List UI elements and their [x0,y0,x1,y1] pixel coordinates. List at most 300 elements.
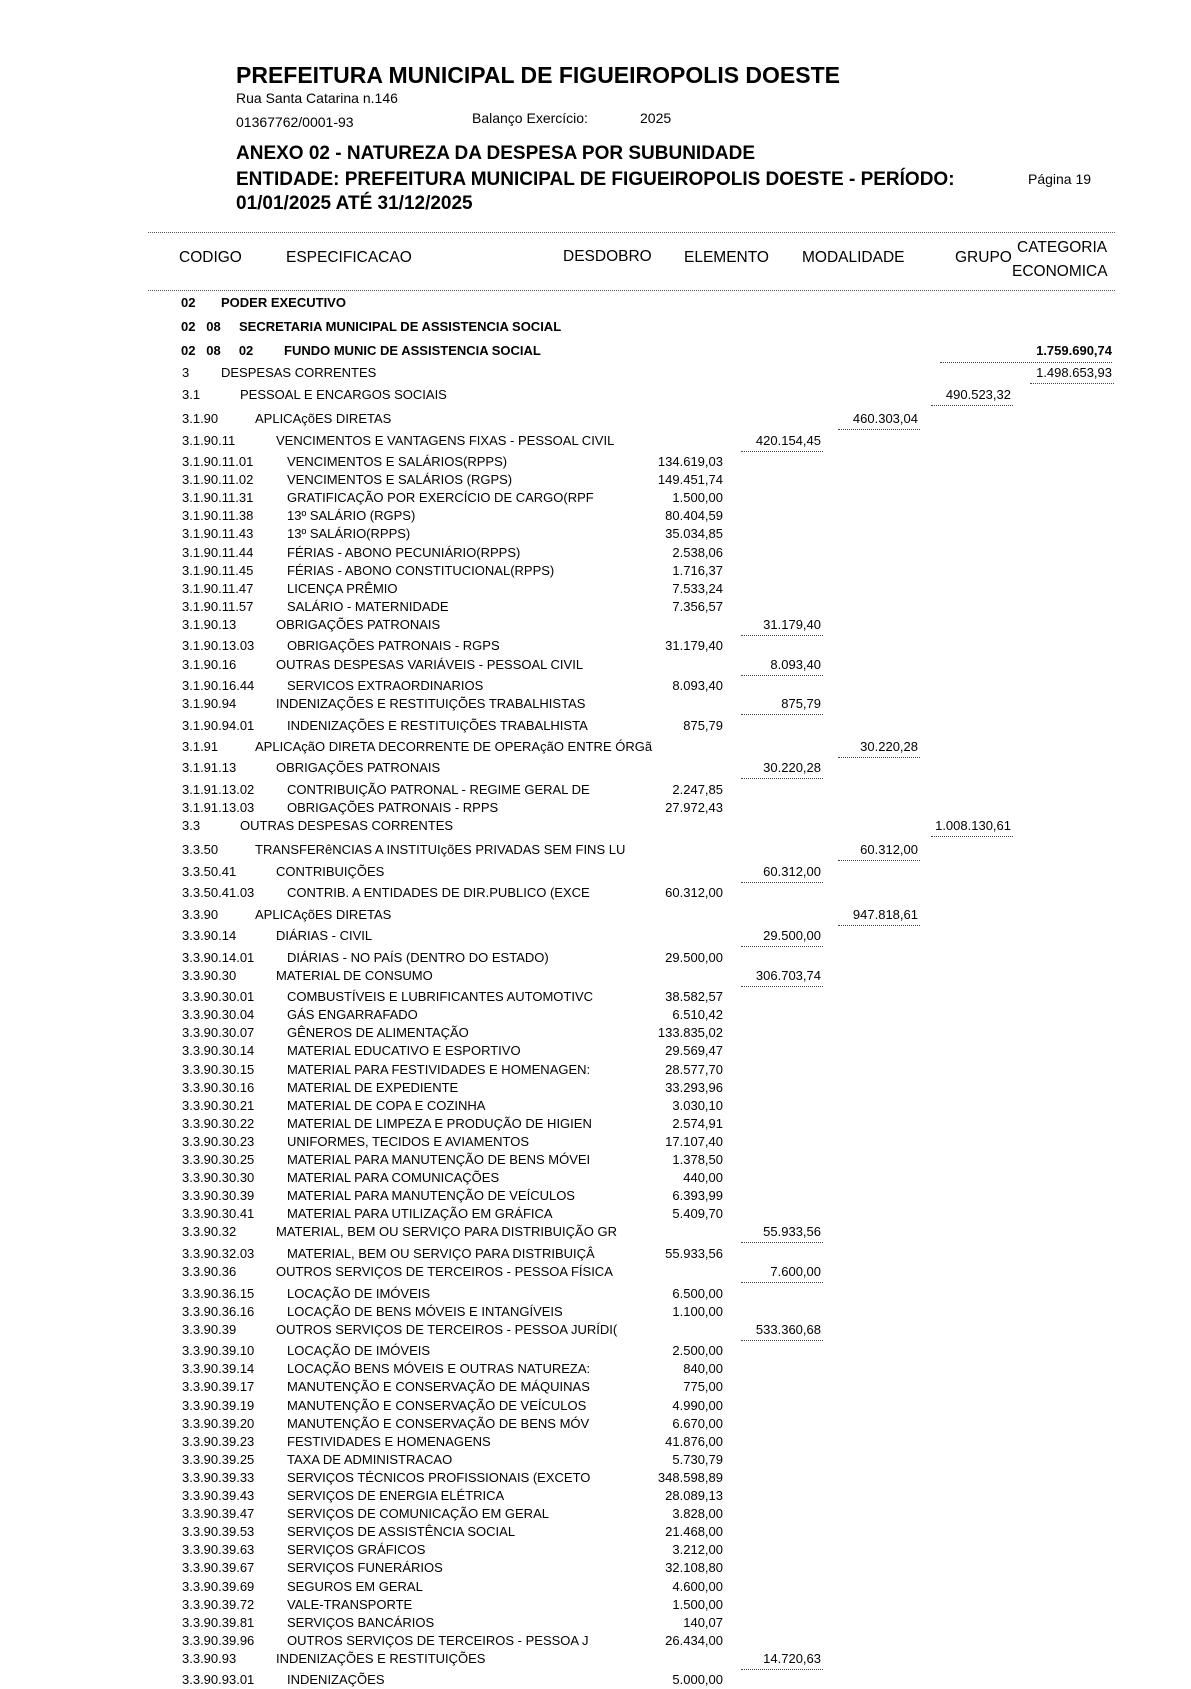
table-row [0,453,1191,471]
row-label: MATERIAL, BEM OU SERVIÇO PARA DISTRIBUIÇÂ [287,1245,595,1261]
row-value-desdobro: 80.404,59 [665,508,723,524]
table-row [0,759,1191,777]
row-code: 3.1.90.94 [182,696,237,712]
row-label: OBRIGAÇÕES PATRONAIS - RGPS [287,638,500,654]
table-row [0,967,1191,985]
row-value-desdobro: 3.212,00 [672,1542,723,1558]
row-code: 3.3.90.30.25 [182,1152,255,1167]
row-code: 3 [182,365,190,380]
subtotal-line [741,1340,823,1341]
table-row [0,1541,1191,1559]
subtotal-line [838,429,920,430]
table-row [0,695,1191,713]
unit-code-1: 02 [181,295,196,310]
table-row [0,432,1191,450]
row-code: 3.3.90 [182,906,219,922]
row-code: 3.1.90.13 [182,616,237,632]
row-value-desdobro: 134.619,03 [657,454,723,469]
table-row [0,1342,1191,1360]
subtotal-line [741,1669,823,1670]
row-label: INDENIZAÇÕES E RESTITUIÇÕES TRABALHISTA [287,717,588,733]
row-label: LOCAÇÃO DE IMÓVEIS [287,1343,431,1359]
row-value-desdobro: 440,00 [683,1170,723,1186]
table-row [0,906,1191,924]
row-value-desdobro: 133.835,02 [657,1025,723,1041]
row-value-modalidade: 60.312,00 [860,842,918,858]
row-code: 3.3.90.39.33 [182,1469,255,1485]
row-value-grupo: 1.008.130,61 [935,817,1011,833]
row-label: VENCIMENTOS E SALÁRIOS (RGPS) [287,472,513,488]
subtotal-line [838,860,920,861]
row-label: FESTIVIDADES E HOMENAGENS [287,1433,491,1449]
table-row [0,525,1191,543]
row-code: 3.1.90.11.44 [182,544,254,560]
row-label: APLICAçãO DIRETA DECORRENTE DE OPERAçãO ENTRE ÓRGã [255,738,653,754]
row-code: 3.3.90.30.39 [182,1188,255,1204]
row-code: 3.1.91.13 [182,760,237,776]
row-value-grupo: 490.523,32 [945,386,1011,402]
row-value-desdobro: 840,00 [683,1361,723,1377]
balanco-label: Balanço Exercício: [472,110,588,126]
row-label: GRATIFICAÇÃO POR EXERCÍCIO DE CARGO(RPF [287,490,594,506]
row-label: SERVIÇOS GRÁFICOS [287,1542,426,1558]
row-value-desdobro: 3.828,00 [672,1506,723,1522]
row-value-desdobro: 2.500,00 [672,1343,723,1359]
subtotal-line [931,405,1013,406]
row-value-desdobro: 41.876,00 [665,1433,723,1449]
table-row [0,489,1191,507]
table-row [0,1671,1191,1689]
table-row [0,1578,1191,1596]
row-value-desdobro: 2.574,91 [672,1115,723,1131]
row-value-desdobro: 7.533,24 [672,580,723,596]
row-code: 3.1.90.94.01 [182,717,255,733]
row-value-desdobro: 5.730,79 [672,1451,723,1467]
row-code: 3.3.90.39.20 [182,1415,255,1431]
row-label: PESSOAL E ENCARGOS SOCIAIS [240,386,447,402]
row-label: MANUTENÇÃO E CONSERVAÇÃO DE VEÍCULOS [287,1397,587,1413]
row-label: OUTROS SERVIÇOS DE TERCEIROS - PESSOA J [287,1632,589,1648]
row-value-desdobro: 5.409,70 [672,1206,723,1222]
row-code: 3.3.90.39.17 [182,1379,255,1395]
row-code: 3.3.90.39.69 [182,1578,255,1594]
table-row [0,1133,1191,1151]
row-code: 3.3.90.30.15 [182,1061,255,1077]
subtotal-line [741,946,823,947]
row-label: OUTROS SERVIÇOS DE TERCEIROS - PESSOA FÍSICA [276,1264,613,1279]
row-label: MATERIAL PARA MANUTENÇÃO DE VEÍCULOS [287,1188,575,1204]
table-row [0,1151,1191,1169]
row-code: 3.1.90.16.44 [182,678,255,693]
col-elemento: ELEMENTO [684,249,769,266]
table-row [0,386,1191,404]
row-label: LOCAÇÃO BENS MÓVEIS E OUTRAS NATUREZA: [287,1361,591,1377]
row-value-desdobro: 6.510,42 [672,1007,723,1023]
report-title: PREFEITURA MUNICIPAL DE FIGUEIROPOLIS DOESTE [236,62,841,88]
unit-label-1: PODER EXECUTIVO [221,295,346,310]
row-code: 3.3.90.93 [182,1650,237,1666]
row-code: 3.3.90.30.30 [182,1170,255,1186]
row-code: 3.3.90.30 [182,967,237,983]
row-code: 3.1.91.13.03 [182,799,255,815]
table-row [0,1378,1191,1396]
row-code: 3.3.90.93.01 [182,1672,255,1688]
row-value-desdobro: 27.972,43 [665,799,723,815]
table-row [0,717,1191,735]
row-value-desdobro: 149.451,74 [657,472,723,488]
row-label: SERVIÇOS TÉCNICOS PROFISSIONAIS (EXCETO [287,1469,591,1485]
table-row [0,471,1191,489]
table-row [0,1097,1191,1115]
table-row [0,841,1191,859]
row-code: 3.1.91 [182,738,219,754]
row-value-elemento: 420.154,45 [755,432,821,448]
unit-label-3: FUNDO MUNIC DE ASSISTENCIA SOCIAL [284,343,541,358]
table-row [0,1632,1191,1650]
row-code: 3.3.90.36.15 [182,1285,255,1301]
row-value-desdobro: 29.500,00 [665,949,723,965]
row-label: TRANSFERêNCIAS A INSTITUIçõES PRIVADAS SEM FINS LU [255,842,626,858]
table-row [0,507,1191,525]
table-row [0,544,1191,562]
row-label: LOCAÇÃO DE IMÓVEIS [287,1285,431,1301]
row-value-elemento: 7.600,00 [770,1264,821,1279]
row-label: OBRIGAÇÕES PATRONAIS - RPPS [287,799,499,815]
row-value-desdobro: 28.577,70 [665,1061,723,1077]
row-code: 3.3.90.14.01 [182,949,255,965]
row-code: 3.1.90.11 [182,432,236,448]
row-value-desdobro: 38.582,57 [665,989,723,1005]
row-code: 3.3.90.30.01 [182,989,255,1005]
table-row [0,1024,1191,1042]
row-code: 3.1.91.13.02 [182,781,255,797]
row-label: MANUTENÇÃO E CONSERVAÇÃO DE BENS MÓV [287,1415,590,1431]
row-code: 3.3.90.39.43 [182,1488,255,1503]
row-code: 3.3.90.30.22 [182,1115,255,1131]
row-label: CONTRIBUIÇÕES [276,863,385,879]
row-value-desdobro: 140,07 [683,1614,723,1630]
col-especificacao: ESPECIFICACAO [286,249,412,266]
subtotal-line [741,986,823,987]
table-row [0,1042,1191,1060]
row-code: 3.3.90.14 [182,928,237,943]
table-row [0,988,1191,1006]
row-value-elemento: 55.933,56 [763,1224,821,1240]
table-row [0,1614,1191,1632]
table-row [0,817,1191,835]
row-label: SERVIÇOS DE ASSISTÊNCIA SOCIAL [287,1524,516,1540]
row-code: 3.1.90.11.45 [182,562,254,578]
row-code: 3.3.90.39.67 [182,1560,255,1576]
header-divider [148,232,1115,233]
row-value-desdobro: 33.293,96 [665,1079,723,1095]
row-code: 3.3.90.30.16 [182,1079,255,1095]
col-categoria: CATEGORIA [1017,239,1108,256]
balanco-year: 2025 [640,110,672,126]
table-row [0,598,1191,616]
table-row [0,1360,1191,1378]
row-label: MATERIAL DE CONSUMO [276,967,433,983]
row-code: 3.3.90.39.72 [182,1596,255,1612]
col-grupo: GRUPO [955,249,1012,266]
row-label: UNIFORMES, TECIDOS E AVIAMENTOS [287,1133,529,1149]
row-value-desdobro: 29.569,47 [665,1043,723,1059]
col-desdobro: DESDOBRO [563,248,652,265]
table-row [0,364,1191,382]
row-value-desdobro: 6.670,00 [672,1415,723,1431]
row-label: OBRIGAÇÕES PATRONAIS [276,760,441,776]
table-row [0,1245,1191,1263]
row-value-desdobro: 1.500,00 [672,1596,723,1612]
row-label: LOCAÇÃO DE BENS MÓVEIS E INTANGÍVEIS [287,1303,563,1319]
table-row [0,1451,1191,1469]
row-value-desdobro: 1.716,37 [672,562,723,578]
row-value-desdobro: 1.500,00 [672,490,723,506]
row-code: 3.3.50.41.03 [182,885,255,901]
row-value-desdobro: 348.598,89 [657,1469,723,1485]
row-value-elemento: 30.220,28 [763,760,821,776]
row-label: OUTRAS DESPESAS VARIÁVEIS - PESSOAL CIVIL [276,656,584,672]
row-label: SEGUROS EM GERAL [287,1578,423,1594]
row-code: 3.3.90.39.14 [182,1361,255,1377]
row-label: APLICAçõES DIRETAS [255,411,392,426]
row-value-desdobro: 32.108,80 [665,1560,723,1576]
table-row [0,949,1191,967]
row-code: 3.3.90.30.07 [182,1025,255,1041]
unit-label-2: SECRETARIA MUNICIPAL DE ASSISTENCIA SOCIAL [239,319,562,334]
entity-line-2: 01/01/2025 ATÉ 31/12/2025 [236,193,473,214]
row-code: 3.3.90.30.04 [182,1007,255,1023]
row-value-desdobro: 7.356,57 [672,598,723,614]
row-value-desdobro: 31.179,40 [665,638,723,654]
row-label: GÊNEROS DE ALIMENTAÇÃO [287,1025,469,1041]
table-row [0,1187,1191,1205]
cnpj: 01367762/0001-93 [236,114,354,130]
col-codigo: CODIGO [179,249,242,266]
row-value-desdobro: 26.434,00 [665,1632,723,1648]
subtotal-line [741,778,823,779]
table-row [0,863,1191,881]
unit-total: 1.759.690,74 [1036,343,1112,358]
row-code: 3.1.90.13.03 [182,638,255,654]
row-label: MATERIAL EDUCATIVO E ESPORTIVO [287,1043,521,1059]
row-value-desdobro: 4.600,00 [672,1578,723,1594]
row-code: 3.1.90.11.57 [182,598,254,614]
row-code: 3.3.90.39.23 [182,1433,255,1449]
entity-line-1: ENTIDADE: PREFEITURA MUNICIPAL DE FIGUEIROPOLIS DOESTE - PERÍODO: [236,169,955,190]
row-code: 3.3.90.32 [182,1224,237,1240]
row-code: 3.1.90.11.38 [182,508,254,524]
table-row [0,1061,1191,1079]
row-value-desdobro: 875,79 [683,717,723,733]
row-value-desdobro: 6.393,99 [672,1188,723,1204]
row-code: 3.3.90.39.96 [182,1632,255,1648]
row-code: 3.3.90.30.21 [182,1097,255,1113]
unit-code-2-text: 02 08 [181,319,221,334]
table-row [0,1397,1191,1415]
row-value-desdobro: 5.000,00 [672,1672,723,1688]
table-row [0,1505,1191,1523]
table-row [0,1303,1191,1321]
row-label: SERVIÇOS DE ENERGIA ELÉTRICA [287,1488,505,1503]
table-row [0,781,1191,799]
row-code: 3.3.50.41 [182,863,237,879]
table-row [0,410,1191,428]
row-value-modalidade: 30.220,28 [860,738,918,754]
table-row [0,616,1191,634]
row-value-desdobro: 28.089,13 [665,1488,723,1503]
row-code: 3.3.90.39.25 [182,1451,255,1467]
table-row [0,1596,1191,1614]
table-row [0,1487,1191,1505]
row-value-categoria: 1.498.653,93 [1036,365,1112,380]
row-value-elemento: 29.500,00 [763,928,821,943]
row-label: CONTRIBUIÇÃO PATRONAL - REGIME GERAL DE [287,781,590,797]
table-row [0,1650,1191,1668]
row-value-elemento: 14.720,63 [763,1650,821,1666]
row-label: SERVICOS EXTRAORDINARIOS [287,678,484,693]
row-code: 3.3.90.39.81 [182,1614,255,1630]
row-value-elemento: 60.312,00 [763,863,821,879]
row-code: 3.1.90.11.31 [182,490,254,506]
row-code: 3.1.90.11.47 [182,580,254,596]
row-value-elemento: 306.703,74 [755,967,821,983]
columns-divider [148,290,1115,291]
row-code: 3.3.90.30.41 [182,1206,255,1222]
row-value-desdobro: 3.030,10 [672,1097,723,1113]
row-label: MATERIAL, BEM OU SERVIÇO PARA DISTRIBUIÇÃO GR [276,1224,617,1240]
row-label: SERVIÇOS DE COMUNICAÇÃO EM GERAL [287,1506,549,1522]
row-code: 3.3.90.39.53 [182,1524,255,1540]
row-code: 3.3.90.30.23 [182,1133,255,1149]
row-label: VENCIMENTOS E SALÁRIOS(RPPS) [287,454,508,469]
row-label: INDENIZAÇÕES E RESTITUIÇÕES [276,1650,486,1666]
row-label: DIÁRIAS - CIVIL [276,928,373,943]
row-label: OBRIGAÇÕES PATRONAIS [276,616,441,632]
row-code: 3.1.90.11.43 [182,526,254,542]
table-row [0,1263,1191,1281]
table-row [0,1321,1191,1339]
subtotal-line [741,1282,823,1283]
page-number: Página 19 [1028,171,1092,187]
row-label: TAXA DE ADMINISTRACAO [287,1451,453,1467]
row-label: SERVIÇOS FUNERÁRIOS [287,1560,443,1576]
table-row [0,1079,1191,1097]
table-row [0,927,1191,945]
row-label: CONTRIB. A ENTIDADES DE DIR.PUBLICO (EXCE [287,885,590,901]
row-label: MATERIAL PARA MANUTENÇÃO DE BENS MÓVEI [287,1152,591,1167]
address: Rua Santa Catarina n.146 [236,90,398,106]
row-label: GÁS ENGARRAFADO [287,1007,418,1023]
row-code: 3.3.90.39.19 [182,1397,255,1413]
row-label: MATERIAL DE LIMPEZA E PRODUÇÃO DE HIGIEN [287,1115,592,1131]
row-value-modalidade: 460.303,04 [852,411,918,426]
table-row [0,1523,1191,1541]
unit-total-line [940,362,1112,363]
row-code: 3.1.90.11.01 [182,454,254,469]
subtotal-line [741,451,823,452]
row-label: SERVIÇOS BANCÁRIOS [287,1614,435,1630]
table-row [0,1433,1191,1451]
row-code: 3.3.50 [182,842,219,858]
row-label: COMBUSTÍVEIS E LUBRIFICANTES AUTOMOTIVC [287,989,594,1005]
row-label: FÉRIAS - ABONO CONSTITUCIONAL(RPPS) [287,562,555,578]
table-row [0,884,1191,902]
table-row [0,1205,1191,1223]
unit-code-3: 02 08 02 [181,343,254,358]
table-row [0,1415,1191,1433]
row-value-modalidade: 947.818,61 [852,906,918,922]
row-value-desdobro: 8.093,40 [672,678,723,693]
row-label: INDENIZAÇÕES [287,1672,385,1688]
subtotal-line [741,714,823,715]
row-value-desdobro: 4.990,00 [672,1397,723,1413]
row-value-desdobro: 6.500,00 [672,1285,723,1301]
subtotal-line [741,635,823,636]
row-label: 13º SALÁRIO(RPPS) [287,526,411,542]
row-code: 3.3.90.32.03 [182,1245,255,1261]
row-label: 13º SALÁRIO (RGPS) [287,508,416,524]
col-economica: ECONOMICA [1012,263,1108,280]
row-value-desdobro: 2.538,06 [672,544,723,560]
table-row [0,677,1191,695]
row-value-elemento: 8.093,40 [770,656,821,672]
table-row [0,1115,1191,1133]
subtotal-line [1030,383,1114,384]
row-label: MATERIAL PARA UTILIZAÇÃO EM GRÁFICA [287,1206,553,1222]
row-label: MANUTENÇÃO E CONSERVAÇÃO DE MÁQUINAS [287,1379,590,1395]
row-label: SALÁRIO - MATERNIDADE [287,598,449,614]
row-code: 3.3.90.39 [182,1321,237,1337]
row-label: OUTROS SERVIÇOS DE TERCEIROS - PESSOA JURÍDI( [276,1321,618,1337]
row-code: 3.1 [182,386,201,402]
annex-title: ANEXO 02 - NATUREZA DA DESPESA POR SUBUNIDADE [236,143,756,164]
row-value-desdobro: 2.247,85 [672,781,723,797]
subtotal-line [741,675,823,676]
row-label: MATERIAL PARA COMUNICAÇÕES [287,1170,500,1186]
row-code: 3.3.90.36.16 [182,1303,255,1319]
row-label: INDENIZAÇÕES E RESTITUIÇÕES TRABALHISTAS [276,696,586,712]
table-row [0,580,1191,598]
subtotal-line [838,757,920,758]
subtotal-line [838,925,920,926]
row-label: MATERIAL DE COPA E COZINHA [287,1097,486,1113]
row-code: 3.1.90 [182,411,219,426]
col-modalidade: MODALIDADE [802,249,905,266]
unit-code-2 [181,319,221,334]
row-label: OUTRAS DESPESAS CORRENTES [240,817,454,833]
table-row [0,1469,1191,1487]
row-value-elemento: 533.360,68 [755,1321,821,1337]
subtotal-line [741,882,823,883]
row-code: 3.3.90.39.63 [182,1542,255,1558]
subtotal-line [931,836,1013,837]
row-value-elemento: 31.179,40 [763,616,821,632]
row-code: 3.3.90.30.14 [182,1043,255,1059]
row-label: LICENÇA PRÊMIO [287,580,398,596]
row-value-desdobro: 17.107,40 [665,1133,723,1149]
table-row [0,562,1191,580]
row-value-desdobro: 1.378,50 [672,1152,723,1167]
row-value-elemento: 875,79 [781,696,821,712]
row-code: 3.1.90.11.02 [182,472,254,488]
row-value-desdobro: 60.312,00 [665,885,723,901]
row-value-desdobro: 21.468,00 [665,1524,723,1540]
row-label: APLICAçõES DIRETAS [255,906,392,922]
row-label: MATERIAL PARA FESTIVIDADES E HOMENAGEN: [287,1061,591,1077]
subtotal-line [741,1242,823,1243]
table-row [0,738,1191,756]
